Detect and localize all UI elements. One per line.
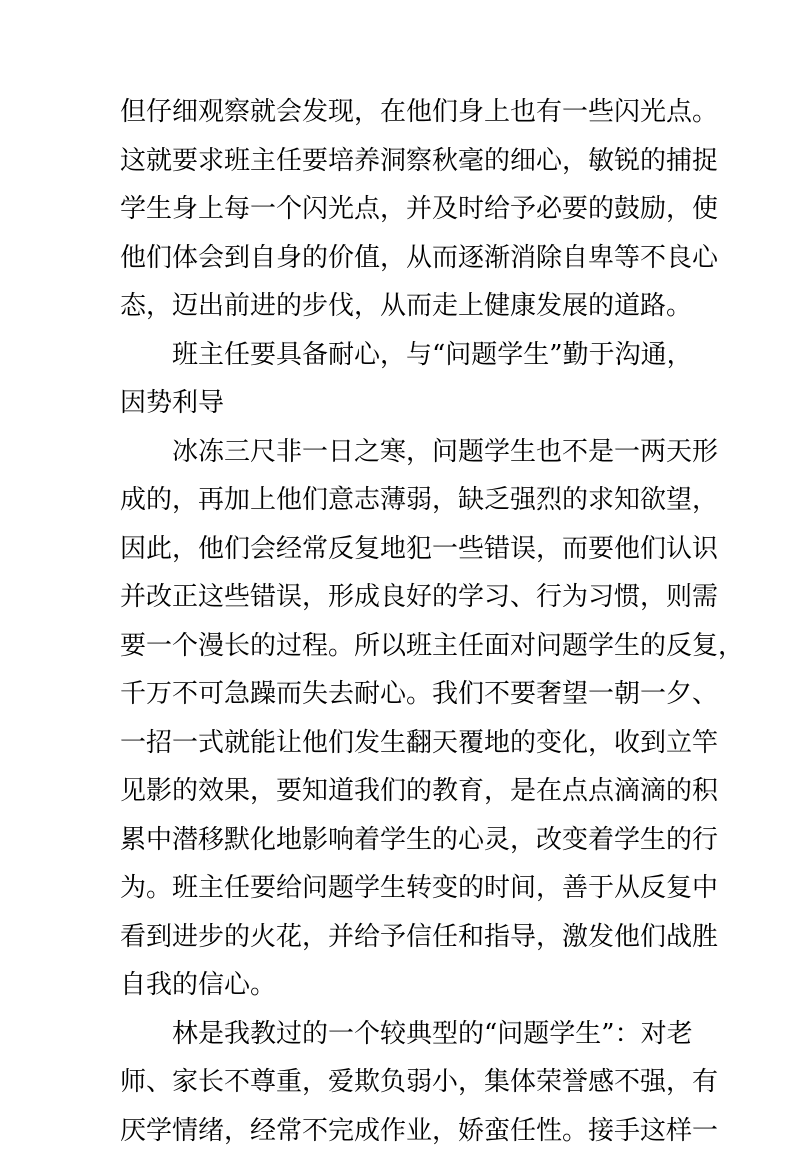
text-line: 厌学情绪，经常不完成作业，娇蛮任性。接手这样一: [120, 1107, 680, 1155]
text-line: 并改正这些错误，形成良好的学习、行为习惯，则需: [120, 573, 680, 622]
text-line: 他们体会到自身的价值，从而逐渐消除自卑等不良心: [120, 234, 680, 283]
text-line: 一招一式就能让他们发生翻天覆地的变化，收到立竿: [120, 719, 680, 768]
text-line: 要一个漫长的过程。所以班主任面对问题学生的反复，: [120, 622, 680, 671]
section-heading-line: 班主任要具备耐心，与“问题学生”勤于沟通，: [120, 331, 680, 380]
document-body: [120, 88, 680, 1155]
text-line: 成的，再加上他们意志薄弱，缺乏强烈的求知欲望，: [120, 476, 680, 525]
text-line: 累中潜移默化地影响着学生的心灵，改变着学生的行: [120, 816, 680, 865]
section-heading-line: 因势利导: [120, 379, 680, 428]
text-line: 态，迈出前进的步伐，从而走上健康发展的道路。: [120, 282, 680, 331]
text-line: 这就要求班主任要培养洞察秋毫的细心，敏锐的捕捉: [120, 137, 680, 186]
text-line: 自我的信心。: [120, 961, 680, 1010]
text-line: 因此，他们会经常反复地犯一些错误，而要他们认识: [120, 525, 680, 574]
text-line: 师、家长不尊重，爱欺负弱小，集体荣誉感不强，有: [120, 1058, 680, 1107]
text-line: 千万不可急躁而失去耐心。我们不要奢望一朝一夕、: [120, 670, 680, 719]
text-line: 但仔细观察就会发现，在他们身上也有一些闪光点。: [120, 88, 680, 137]
text-line: 见影的效果，要知道我们的教育，是在点点滴滴的积: [120, 767, 680, 816]
text-line: 为。班主任要给问题学生转变的时间，善于从反复中: [120, 864, 680, 913]
text-line: 看到进步的火花，并给予信任和指导，激发他们战胜: [120, 913, 680, 962]
text-line: 学生身上每一个闪光点，并及时给予必要的鼓励，使: [120, 185, 680, 234]
text-line: 林是我教过的一个较典型的“问题学生”：对老: [120, 1010, 680, 1059]
text-line: 冰冻三尺非一日之寒，问题学生也不是一两天形: [120, 428, 680, 477]
